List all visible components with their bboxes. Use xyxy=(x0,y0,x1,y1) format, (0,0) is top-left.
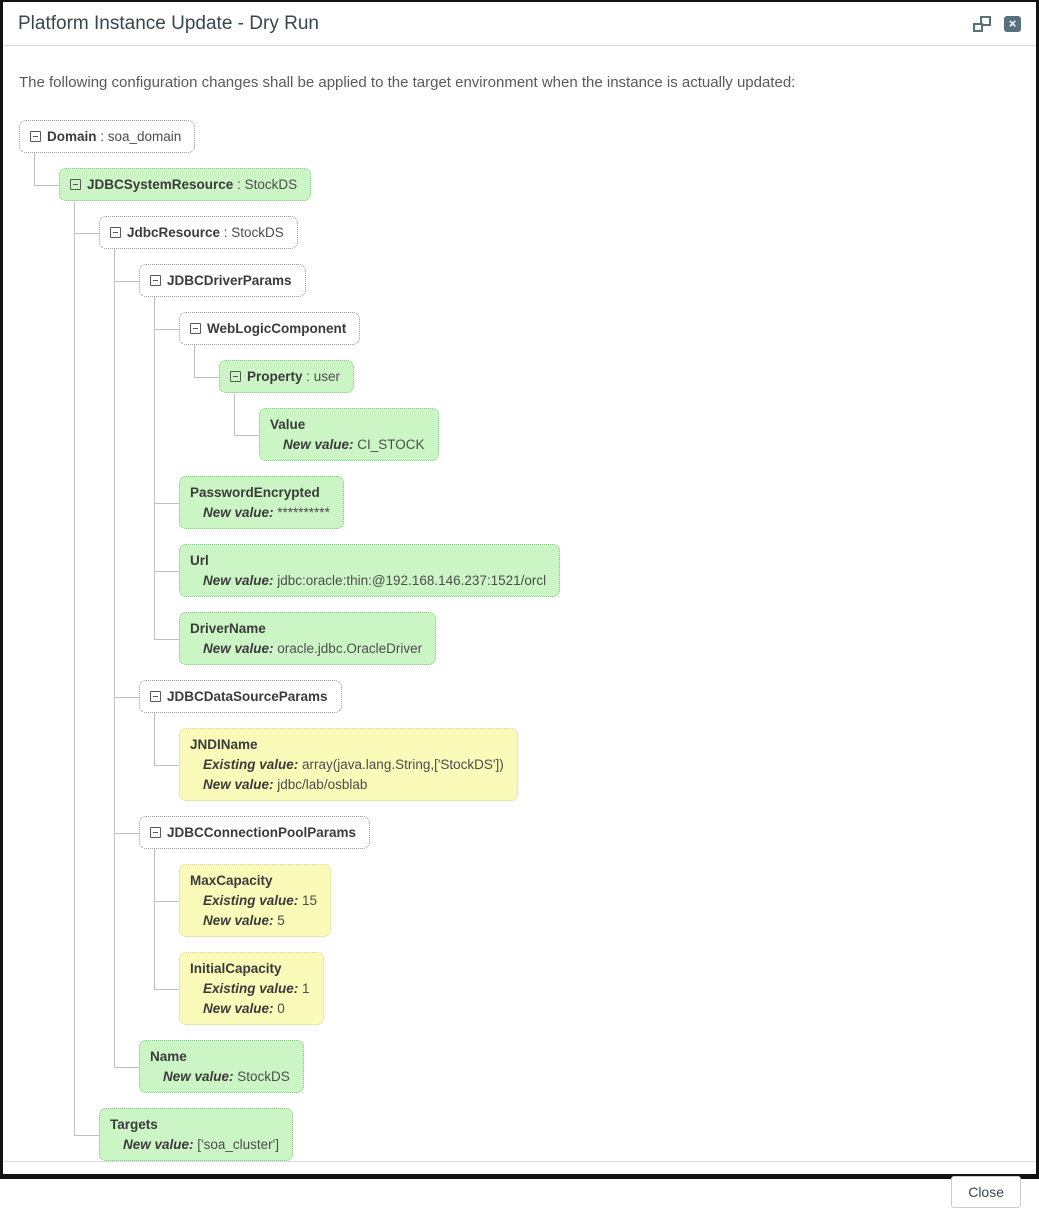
tree-connector-horizontal xyxy=(154,765,179,766)
tree-connector-horizontal xyxy=(154,329,179,330)
node-label-row xyxy=(270,415,425,434)
tree-node-initialcapacity xyxy=(179,952,324,1025)
node-name: MaxCapacity xyxy=(190,873,273,888)
tree-connector-horizontal xyxy=(154,901,179,902)
node-name: Url xyxy=(190,553,209,568)
tree-connector-horizontal xyxy=(34,185,59,186)
value-line xyxy=(190,571,546,590)
node-label-row xyxy=(30,127,181,146)
child-nodes xyxy=(74,201,1020,1161)
tree-connector-horizontal xyxy=(154,503,179,504)
tree-item-maxcapacity xyxy=(154,849,1020,937)
value-kind-label: Existing value: xyxy=(203,893,299,908)
tree-node-name xyxy=(139,1040,304,1093)
child-nodes xyxy=(154,713,1020,801)
value-line xyxy=(190,755,504,774)
tree-node-jdbcdriverparams xyxy=(139,264,306,297)
node-label-row xyxy=(190,735,504,754)
node-label-row xyxy=(230,367,340,386)
dialog-header xyxy=(3,2,1036,46)
node-label-row xyxy=(150,271,292,290)
tree-node-weblogiccomponent xyxy=(179,312,360,345)
collapse-minus-icon[interactable] xyxy=(70,179,81,190)
tree-item-weblogiccomponent xyxy=(154,297,1020,461)
tree-item-initialcapacity xyxy=(154,937,1020,1025)
value-line xyxy=(190,775,504,794)
node-name: WebLogicComponent xyxy=(207,321,347,336)
tree-connector-vertical xyxy=(154,297,155,639)
tree-connector-horizontal xyxy=(154,571,179,572)
child-nodes xyxy=(154,297,1020,665)
value-text: 1 xyxy=(298,981,310,996)
tree-connector-horizontal xyxy=(234,435,259,436)
header-icons xyxy=(973,16,1021,32)
node-instance-name: : soa_domain xyxy=(96,129,182,144)
tree-connector-vertical xyxy=(154,849,155,989)
node-name: Targets xyxy=(110,1117,158,1132)
tree-node-jdbcresource xyxy=(99,216,298,249)
tree-connector-vertical xyxy=(234,393,235,435)
value-kind-label: New value: xyxy=(203,1001,274,1016)
collapse-minus-icon[interactable] xyxy=(230,371,241,382)
tree-item-jdbcresource xyxy=(74,201,1020,1093)
tree-item-jdbcconnectionpoolparams xyxy=(114,801,1020,1025)
value-text: ********** xyxy=(273,505,330,520)
node-label-row xyxy=(190,483,330,502)
value-text: 15 xyxy=(298,893,318,908)
tree-root xyxy=(19,105,1020,1161)
node-label-row xyxy=(190,871,317,890)
tree-node-jdbcsystemresource xyxy=(59,168,311,201)
value-text: StockDS xyxy=(233,1069,290,1084)
child-nodes xyxy=(234,393,1020,461)
node-name: PasswordEncrypted xyxy=(190,485,320,500)
child-nodes xyxy=(34,153,1020,1161)
tree-connector-horizontal xyxy=(114,281,139,282)
dialog-title: Platform Instance Update - Dry Run xyxy=(18,12,319,34)
tree-node-property xyxy=(219,360,354,393)
tree-connector-horizontal xyxy=(74,233,99,234)
tree-item-targets xyxy=(74,1093,1020,1161)
close-icon[interactable] xyxy=(1004,16,1021,32)
value-text: 5 xyxy=(273,913,285,928)
node-name: Value xyxy=(270,417,306,432)
tree-node-url xyxy=(179,544,560,597)
tree-node-maxcapacity xyxy=(179,864,331,937)
tree-item-jdbcsystemresource xyxy=(34,153,1020,1161)
collapse-minus-icon[interactable] xyxy=(150,275,161,286)
node-label-row xyxy=(150,1047,290,1066)
intro-text: The following configuration changes shall be applied to the target environment when the instance is actually updated: xyxy=(19,74,796,91)
value-kind-label: New value: xyxy=(203,573,274,588)
config-change-tree xyxy=(19,105,1020,1161)
node-name: JDBCConnectionPoolParams xyxy=(167,825,357,840)
tree-item-jdbcdatasourceparams xyxy=(114,665,1020,801)
value-line xyxy=(150,1067,290,1086)
tree-node-targets xyxy=(99,1108,293,1161)
value-kind-label: New value: xyxy=(203,505,274,520)
tree-connector-vertical xyxy=(74,201,75,1135)
value-kind-label: Existing value: xyxy=(203,981,299,996)
node-name: JDBCDriverParams xyxy=(167,273,292,288)
node-label-row xyxy=(70,175,297,194)
node-name: Property xyxy=(247,369,303,384)
tree-connector-horizontal xyxy=(154,639,179,640)
node-label-row xyxy=(110,223,284,242)
value-line xyxy=(190,639,422,658)
value-text: array(java.lang.String,['StockDS']) xyxy=(298,757,504,772)
tree-item-passwordencrypted xyxy=(154,461,1020,529)
value-kind-label: New value: xyxy=(163,1069,234,1084)
tree-item-value xyxy=(234,393,1020,461)
value-line xyxy=(190,503,330,522)
node-label-row xyxy=(110,1115,279,1134)
node-label-row xyxy=(190,551,546,570)
tree-connector-vertical xyxy=(114,249,115,1067)
node-label-row xyxy=(190,959,310,978)
node-name: JNDIName xyxy=(190,737,258,752)
value-text: jdbc/lab/osblab xyxy=(273,777,368,792)
value-text: ['soa_cluster'] xyxy=(193,1137,279,1152)
node-instance-name: : user xyxy=(302,369,341,384)
node-label-row xyxy=(190,619,422,638)
node-name: JDBCSystemResource xyxy=(87,177,234,192)
value-line xyxy=(270,435,425,454)
tree-connector-vertical xyxy=(194,345,195,377)
dialog-footer xyxy=(3,1161,1036,1222)
value-text: oracle.jdbc.OracleDriver xyxy=(273,641,423,656)
tree-connector-horizontal xyxy=(194,377,219,378)
child-nodes xyxy=(114,249,1020,1093)
node-instance-name: : StockDS xyxy=(233,177,298,192)
value-kind-label: New value: xyxy=(203,641,274,656)
node-name: Name xyxy=(150,1049,187,1064)
node-label-row xyxy=(150,823,356,842)
node-label-row xyxy=(150,687,328,706)
dialog-content xyxy=(3,46,1036,1161)
tree-item-property xyxy=(194,345,1020,461)
tree-connector-vertical xyxy=(154,713,155,765)
node-name: Domain xyxy=(47,129,97,144)
tree-node-jdbcconnectionpoolparams xyxy=(139,816,370,849)
collapse-minus-icon[interactable] xyxy=(150,691,161,702)
tree-connector-horizontal xyxy=(74,1135,99,1136)
tree-item-drivername xyxy=(154,597,1020,665)
collapse-minus-icon[interactable] xyxy=(110,227,121,238)
tree-node-value xyxy=(259,408,439,461)
collapse-minus-icon[interactable] xyxy=(190,323,201,334)
tree-connector-horizontal xyxy=(114,1067,139,1068)
value-line xyxy=(190,911,317,930)
value-line xyxy=(110,1135,279,1154)
close-button[interactable]: Close xyxy=(951,1176,1021,1208)
value-kind-label: New value: xyxy=(123,1137,194,1152)
value-kind-label: New value: xyxy=(203,777,274,792)
node-instance-name: : StockDS xyxy=(220,225,284,240)
child-nodes xyxy=(154,849,1020,1025)
tree-item-name xyxy=(114,1025,1020,1093)
value-text: CI_STOCK xyxy=(353,437,425,452)
node-name: JdbcResource xyxy=(127,225,221,240)
tree-node-passwordencrypted xyxy=(179,476,344,529)
tree-node-domain xyxy=(19,120,195,153)
value-line xyxy=(190,891,317,910)
node-name: InitialCapacity xyxy=(190,961,282,976)
restore-window-icon[interactable] xyxy=(973,16,991,32)
tree-connector-horizontal xyxy=(154,989,179,990)
node-name: JDBCDataSourceParams xyxy=(167,689,328,704)
value-text: 0 xyxy=(273,1001,285,1016)
child-nodes xyxy=(194,345,1020,461)
tree-node-jdbcdatasourceparams xyxy=(139,680,342,713)
value-line xyxy=(190,979,310,998)
value-kind-label: New value: xyxy=(283,437,354,452)
value-text: jdbc:oracle:thin:@192.168.146.237:1521/orcl xyxy=(273,573,547,588)
value-kind-label: New value: xyxy=(203,913,274,928)
tree-item-jdbcdriverparams xyxy=(114,249,1020,665)
tree-item-url xyxy=(154,529,1020,597)
tree-connector-horizontal xyxy=(114,833,139,834)
tree-node-drivername xyxy=(179,612,436,665)
restore-icon-front-square xyxy=(973,23,983,32)
tree-node-jndiname xyxy=(179,728,518,801)
tree-item-jndiname xyxy=(154,713,1020,801)
tree-item-domain xyxy=(19,105,1020,1161)
tree-connector-horizontal xyxy=(114,697,139,698)
value-kind-label: Existing value: xyxy=(203,757,299,772)
collapse-minus-icon[interactable] xyxy=(150,827,161,838)
platform-instance-update-dialog xyxy=(3,2,1036,1200)
collapse-minus-icon[interactable] xyxy=(30,131,41,142)
value-line xyxy=(190,999,310,1018)
node-name: DriverName xyxy=(190,621,266,636)
node-label-row xyxy=(190,319,346,338)
tree-connector-vertical xyxy=(34,153,35,185)
